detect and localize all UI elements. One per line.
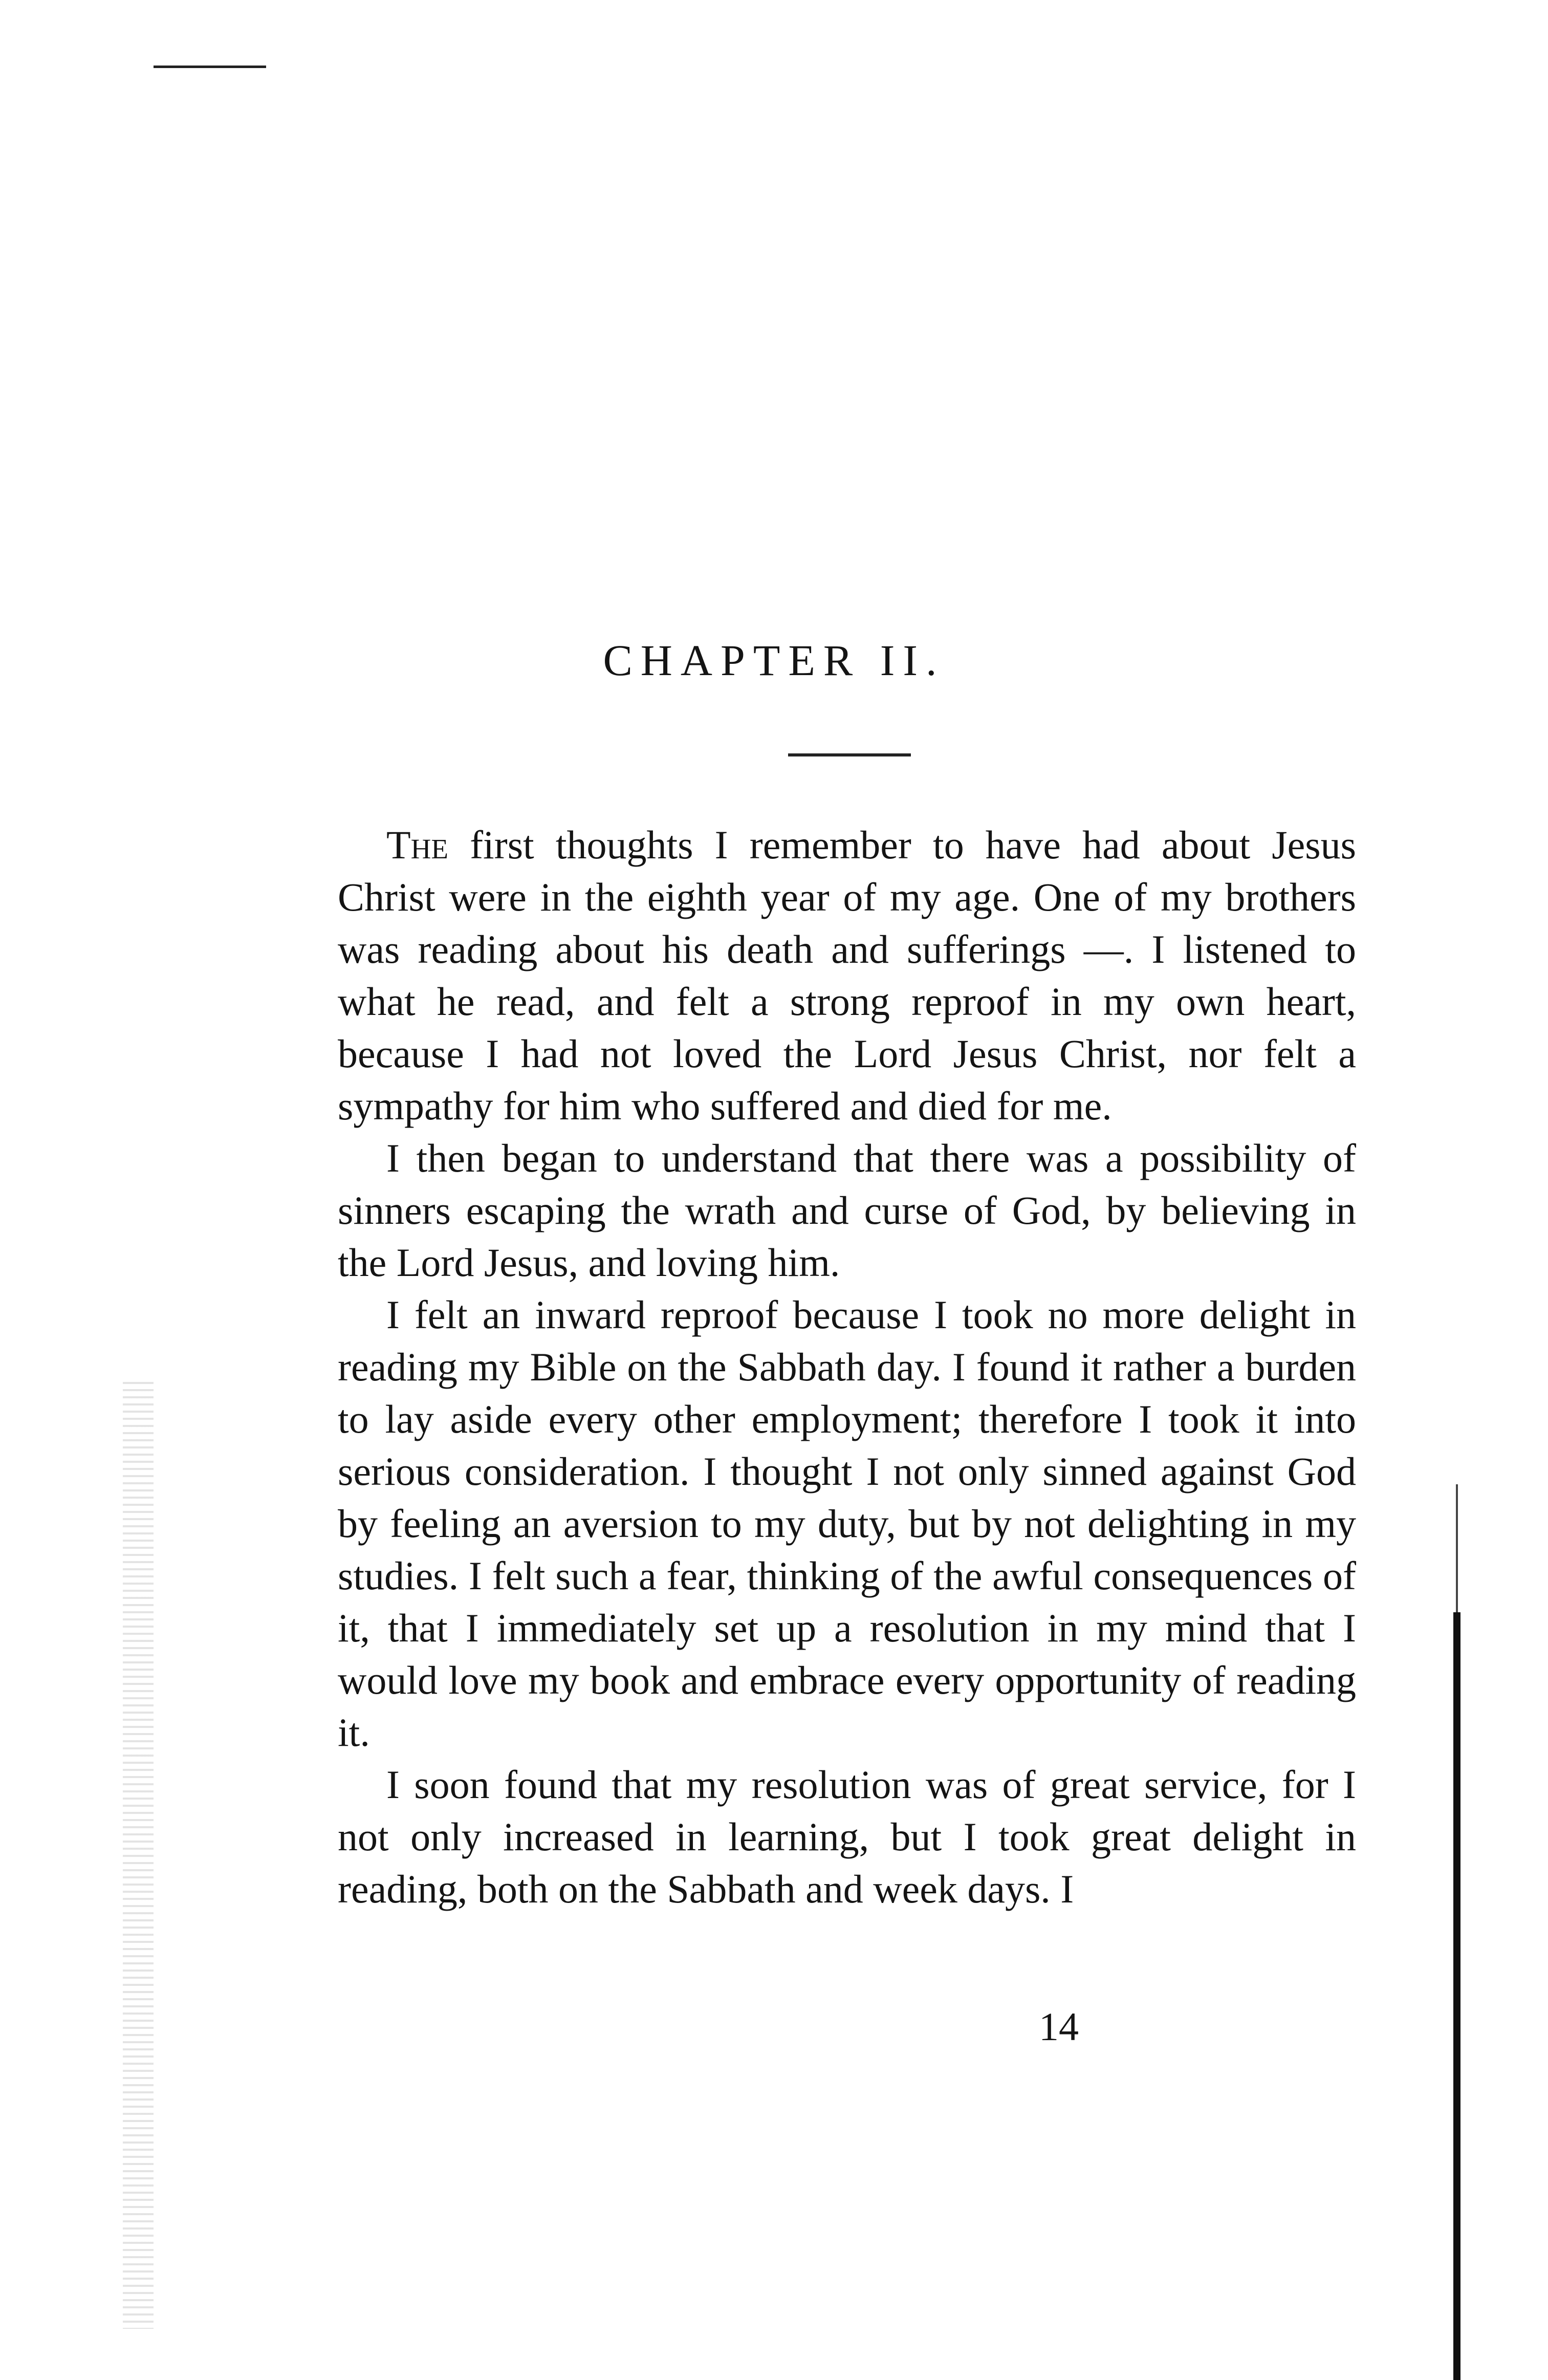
paragraph-3: I felt an inward reproof because I took no more delight in reading my Bible on the Sabbath day. I found it rather a burden to lay aside every other employment; therefore I took it into serious consideration. I thought I not only sinned against God by feeling an aversion to my duty, but by not delighting in my studies. I felt such a fear, thinking of the awful consequences of it, that I immediately set up a resolution in my mind that I would love my book and embrace every opportunity of reading it. (338, 1292, 1356, 1755)
page-number: 14 (1039, 2004, 1079, 2049)
scan-left-edge (123, 1382, 154, 2329)
body-text (338, 819, 1356, 1915)
paragraph-lead-word: The (386, 823, 448, 867)
scan-right-edge-thin (1456, 1484, 1458, 1612)
paragraph-1 (338, 819, 1356, 1132)
chapter-title: CHAPTER II. (603, 636, 945, 685)
scan-right-edge (1453, 1612, 1460, 2380)
paragraph-4: I soon found that my resolution was of great service, for I not only increased in learning, but I took great delight in reading, both on the Sabbath and week days. I (338, 1762, 1356, 1911)
title-divider (788, 753, 911, 756)
paragraph-1-text: first thoughts I remember to have had about Jesus Christ were in the eighth year of my age. One of my brothers was reading about his death and sufferings —. I listened to what he read, and felt a strong reproof in my own heart, because I had not loved the Lord Jesus Christ, nor felt a sympathy for him who suffered and died for me. (338, 823, 1356, 1128)
scan-top-rule (154, 66, 266, 68)
paragraph-2: I then began to understand that there was a possibility of sinners escaping the wrath and curse of God, by believing in the Lord Jesus, and loving him. (338, 1136, 1356, 1285)
